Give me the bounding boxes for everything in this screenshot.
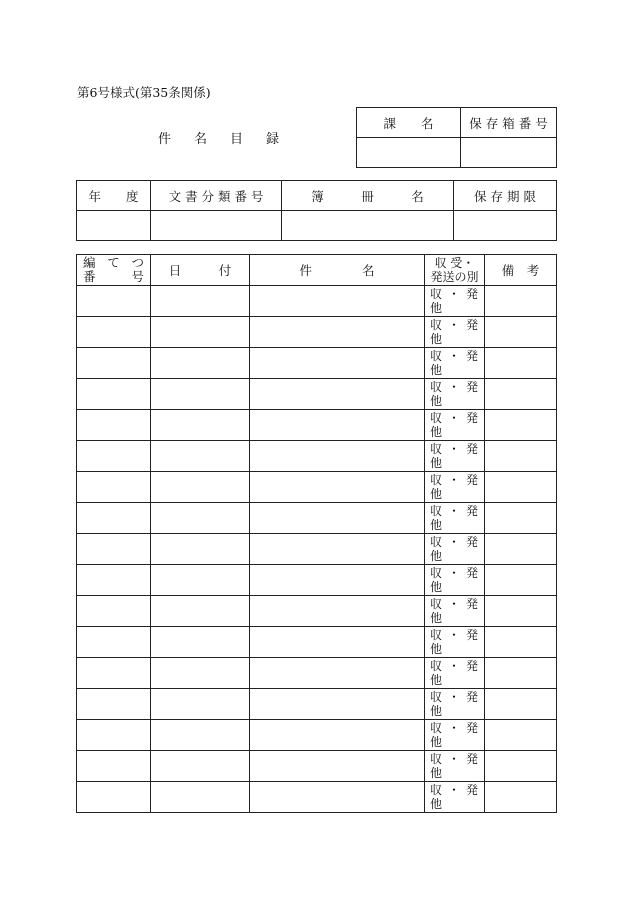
kind-option-text: 発 bbox=[465, 411, 478, 425]
number-cell[interactable] bbox=[77, 286, 151, 317]
send-receive-header: 収 受・ 発送の別 bbox=[425, 255, 485, 286]
title-char: 録 bbox=[266, 132, 280, 147]
table-header-row bbox=[77, 255, 557, 286]
kind-option-text: 収 bbox=[430, 783, 443, 797]
number-cell[interactable] bbox=[77, 472, 151, 503]
kind-option-text: 収 bbox=[430, 597, 443, 611]
date-cell[interactable] bbox=[151, 472, 250, 503]
remarks-cell[interactable] bbox=[485, 441, 557, 472]
remarks-cell[interactable] bbox=[485, 720, 557, 751]
item-name-cell[interactable] bbox=[250, 472, 425, 503]
kind-option-text: 収 bbox=[430, 721, 443, 735]
table-row bbox=[77, 534, 557, 565]
box-number-header: 保 存 箱 番 号 bbox=[461, 108, 557, 138]
kind-option-text: 収 bbox=[430, 535, 443, 549]
kind-option-text: ・ bbox=[447, 535, 460, 549]
date-cell[interactable] bbox=[151, 751, 250, 782]
date-cell[interactable] bbox=[151, 317, 250, 348]
remarks-cell[interactable] bbox=[485, 503, 557, 534]
title-char: 名 bbox=[194, 132, 208, 147]
send-receive-cell[interactable] bbox=[425, 379, 485, 410]
item-name-header: 件 名 bbox=[250, 255, 425, 286]
send-receive-cell[interactable] bbox=[425, 720, 485, 751]
date-cell[interactable] bbox=[151, 441, 250, 472]
table-row bbox=[77, 596, 557, 627]
table-row bbox=[77, 658, 557, 689]
kind-option-text: ・ bbox=[447, 597, 460, 611]
kind-option-text: ・ bbox=[447, 721, 460, 735]
table-row bbox=[77, 441, 557, 472]
retention-header: 保 存 期 限 bbox=[454, 181, 557, 211]
kind-option-text: 発 bbox=[465, 659, 478, 673]
kind-option-text: 発 bbox=[465, 628, 478, 642]
kind-option-text: 発 bbox=[465, 380, 478, 394]
number-cell[interactable] bbox=[77, 751, 151, 782]
kind-option-text: ・ bbox=[447, 411, 460, 425]
kind-option-text: 収 bbox=[430, 628, 443, 642]
kind-option-text: 発 bbox=[465, 783, 478, 797]
item-name-cell[interactable] bbox=[250, 596, 425, 627]
remarks-cell[interactable] bbox=[485, 534, 557, 565]
table-row bbox=[77, 379, 557, 410]
remarks-cell[interactable] bbox=[485, 689, 557, 720]
kind-option-text: 収 bbox=[430, 473, 443, 487]
item-name-cell[interactable] bbox=[250, 658, 425, 689]
date-cell[interactable] bbox=[151, 782, 250, 813]
table-row bbox=[77, 317, 557, 348]
send-receive-cell[interactable] bbox=[425, 782, 485, 813]
remarks-header: 備 考 bbox=[485, 255, 557, 286]
kind-option-text: 発 bbox=[465, 349, 478, 363]
send-receive-cell[interactable] bbox=[425, 627, 485, 658]
number-cell[interactable] bbox=[77, 441, 151, 472]
kind-option-text: ・ bbox=[447, 442, 460, 456]
remarks-cell[interactable] bbox=[485, 410, 557, 441]
item-name-cell[interactable] bbox=[250, 565, 425, 596]
remarks-cell[interactable] bbox=[485, 348, 557, 379]
date-cell[interactable] bbox=[151, 658, 250, 689]
kind-option-text: 発 bbox=[465, 690, 478, 704]
item-name-cell[interactable] bbox=[250, 286, 425, 317]
kind-option-text: 収 bbox=[430, 349, 443, 363]
send-receive-cell[interactable] bbox=[425, 348, 485, 379]
kind-option-text: 発 bbox=[465, 721, 478, 735]
kind-option-text: 発 bbox=[465, 752, 478, 766]
kind-option-text: 発 bbox=[465, 287, 478, 301]
item-name-cell[interactable] bbox=[250, 410, 425, 441]
year-header: 年 度 bbox=[77, 181, 151, 211]
number-cell[interactable] bbox=[77, 782, 151, 813]
number-header: 編 て つ 番 号 bbox=[77, 255, 151, 286]
kind-option-text: 発 bbox=[465, 535, 478, 549]
volume-name-field[interactable] bbox=[282, 211, 454, 241]
send-receive-cell[interactable] bbox=[425, 658, 485, 689]
kind-other-text: 他 bbox=[430, 642, 443, 656]
table-row bbox=[77, 410, 557, 441]
item-list-table bbox=[76, 254, 557, 813]
item-name-cell[interactable] bbox=[250, 379, 425, 410]
remarks-cell[interactable] bbox=[485, 751, 557, 782]
kind-other-text: 他 bbox=[430, 766, 443, 780]
send-receive-cell[interactable] bbox=[425, 503, 485, 534]
kind-option-text: ・ bbox=[447, 504, 460, 518]
number-cell[interactable] bbox=[77, 379, 151, 410]
date-cell[interactable] bbox=[151, 503, 250, 534]
table-row bbox=[77, 286, 557, 317]
box-number-field[interactable] bbox=[461, 138, 557, 168]
kind-other-text: 他 bbox=[430, 549, 443, 563]
send-receive-cell[interactable] bbox=[425, 441, 485, 472]
kind-option-text: ・ bbox=[447, 783, 460, 797]
kind-other-text: 他 bbox=[430, 611, 443, 625]
kind-option-text: ・ bbox=[447, 690, 460, 704]
date-cell[interactable] bbox=[151, 410, 250, 441]
classification-header: 文 書 分 類 番 号 bbox=[151, 181, 282, 211]
number-cell[interactable] bbox=[77, 317, 151, 348]
item-name-cell[interactable] bbox=[250, 317, 425, 348]
number-cell[interactable] bbox=[77, 565, 151, 596]
kind-option-text: 発 bbox=[465, 597, 478, 611]
kind-option-text: ・ bbox=[447, 318, 460, 332]
kind-option-text: 収 bbox=[430, 411, 443, 425]
kind-other-text: 他 bbox=[430, 704, 443, 718]
volume-name-header: 簿 冊 名 bbox=[282, 181, 454, 211]
send-receive-cell[interactable] bbox=[425, 689, 485, 720]
table-row bbox=[77, 689, 557, 720]
item-name-cell[interactable] bbox=[250, 627, 425, 658]
kind-other-text: 他 bbox=[430, 332, 443, 346]
kind-option-text: ・ bbox=[447, 752, 460, 766]
table-row bbox=[77, 627, 557, 658]
kind-other-text: 他 bbox=[430, 425, 443, 439]
kind-option-text: 収 bbox=[430, 380, 443, 394]
item-name-cell[interactable] bbox=[250, 503, 425, 534]
date-header: 日 付 bbox=[151, 255, 250, 286]
number-cell[interactable] bbox=[77, 534, 151, 565]
title-char: 件 bbox=[158, 132, 172, 147]
kind-other-text: 他 bbox=[430, 673, 443, 687]
year-field[interactable] bbox=[77, 211, 151, 241]
kind-option-text: 収 bbox=[430, 442, 443, 456]
item-name-cell[interactable] bbox=[250, 441, 425, 472]
remarks-cell[interactable] bbox=[485, 286, 557, 317]
remarks-cell[interactable] bbox=[485, 596, 557, 627]
number-cell[interactable] bbox=[77, 689, 151, 720]
kind-option-text: 収 bbox=[430, 566, 443, 580]
kind-other-text: 他 bbox=[430, 735, 443, 749]
number-cell[interactable] bbox=[77, 503, 151, 534]
kind-option-text: 収 bbox=[430, 752, 443, 766]
kind-option-text: 発 bbox=[465, 473, 478, 487]
number-cell[interactable] bbox=[77, 596, 151, 627]
kind-other-text: 他 bbox=[430, 301, 443, 315]
kind-other-text: 他 bbox=[430, 487, 443, 501]
item-name-cell[interactable] bbox=[250, 689, 425, 720]
kind-option-text: 収 bbox=[430, 659, 443, 673]
kind-other-text: 他 bbox=[430, 456, 443, 470]
kind-option-text: 発 bbox=[465, 566, 478, 580]
kind-other-text: 他 bbox=[430, 580, 443, 594]
send-receive-cell[interactable] bbox=[425, 472, 485, 503]
send-receive-cell[interactable] bbox=[425, 286, 485, 317]
number-cell[interactable] bbox=[77, 658, 151, 689]
send-receive-cell[interactable] bbox=[425, 317, 485, 348]
send-receive-cell[interactable] bbox=[425, 534, 485, 565]
date-cell[interactable] bbox=[151, 596, 250, 627]
kind-option-text: ・ bbox=[447, 566, 460, 580]
kind-option-text: 収 bbox=[430, 318, 443, 332]
kind-other-text: 他 bbox=[430, 518, 443, 532]
date-cell[interactable] bbox=[151, 627, 250, 658]
retention-field[interactable] bbox=[454, 211, 557, 241]
date-cell[interactable] bbox=[151, 348, 250, 379]
item-name-cell[interactable] bbox=[250, 348, 425, 379]
kind-other-text: 他 bbox=[430, 394, 443, 408]
kind-option-text: 収 bbox=[430, 690, 443, 704]
table-row bbox=[77, 503, 557, 534]
number-cell[interactable] bbox=[77, 348, 151, 379]
table-row bbox=[77, 720, 557, 751]
kind-option-text: ・ bbox=[447, 287, 460, 301]
table-row bbox=[77, 782, 557, 813]
kind-option-text: ・ bbox=[447, 473, 460, 487]
date-cell[interactable] bbox=[151, 689, 250, 720]
send-receive-cell[interactable] bbox=[425, 410, 485, 441]
remarks-cell[interactable] bbox=[485, 472, 557, 503]
kind-other-text: 他 bbox=[430, 363, 443, 377]
number-cell[interactable] bbox=[77, 627, 151, 658]
section-box-table bbox=[356, 107, 557, 168]
date-cell[interactable] bbox=[151, 286, 250, 317]
kind-option-text: 収 bbox=[430, 504, 443, 518]
number-cell[interactable] bbox=[77, 720, 151, 751]
date-cell[interactable] bbox=[151, 565, 250, 596]
item-name-cell[interactable] bbox=[250, 751, 425, 782]
form-label: 第6号様式(第35条関係) bbox=[77, 85, 211, 100]
kind-option-text: 発 bbox=[465, 504, 478, 518]
remarks-cell[interactable] bbox=[485, 658, 557, 689]
table-row bbox=[77, 348, 557, 379]
send-receive-cell[interactable] bbox=[425, 565, 485, 596]
title-char: 目 bbox=[230, 132, 244, 147]
date-cell[interactable] bbox=[151, 534, 250, 565]
kind-other-text: 他 bbox=[430, 797, 443, 811]
kind-option-text: ・ bbox=[447, 659, 460, 673]
date-cell[interactable] bbox=[151, 720, 250, 751]
kind-option-text: 発 bbox=[465, 318, 478, 332]
section-header: 課 名 bbox=[357, 108, 461, 138]
remarks-cell[interactable] bbox=[485, 565, 557, 596]
remarks-cell[interactable] bbox=[485, 627, 557, 658]
kind-option-text: 収 bbox=[430, 287, 443, 301]
page-title bbox=[158, 128, 302, 147]
classification-field[interactable] bbox=[151, 211, 282, 241]
remarks-cell[interactable] bbox=[485, 782, 557, 813]
section-field[interactable] bbox=[357, 138, 461, 168]
item-name-cell[interactable] bbox=[250, 534, 425, 565]
item-name-cell[interactable] bbox=[250, 720, 425, 751]
number-cell[interactable] bbox=[77, 410, 151, 441]
remarks-cell[interactable] bbox=[485, 317, 557, 348]
kind-option-text: ・ bbox=[447, 380, 460, 394]
item-name-cell[interactable] bbox=[250, 782, 425, 813]
date-cell[interactable] bbox=[151, 379, 250, 410]
kind-option-text: 発 bbox=[465, 442, 478, 456]
kind-option-text: ・ bbox=[447, 628, 460, 642]
table-row bbox=[77, 472, 557, 503]
table-row bbox=[77, 565, 557, 596]
volume-info-table bbox=[76, 180, 557, 241]
remarks-cell[interactable] bbox=[485, 379, 557, 410]
table-row bbox=[77, 751, 557, 782]
send-receive-cell[interactable] bbox=[425, 751, 485, 782]
kind-option-text: ・ bbox=[447, 349, 460, 363]
send-receive-cell[interactable] bbox=[425, 596, 485, 627]
